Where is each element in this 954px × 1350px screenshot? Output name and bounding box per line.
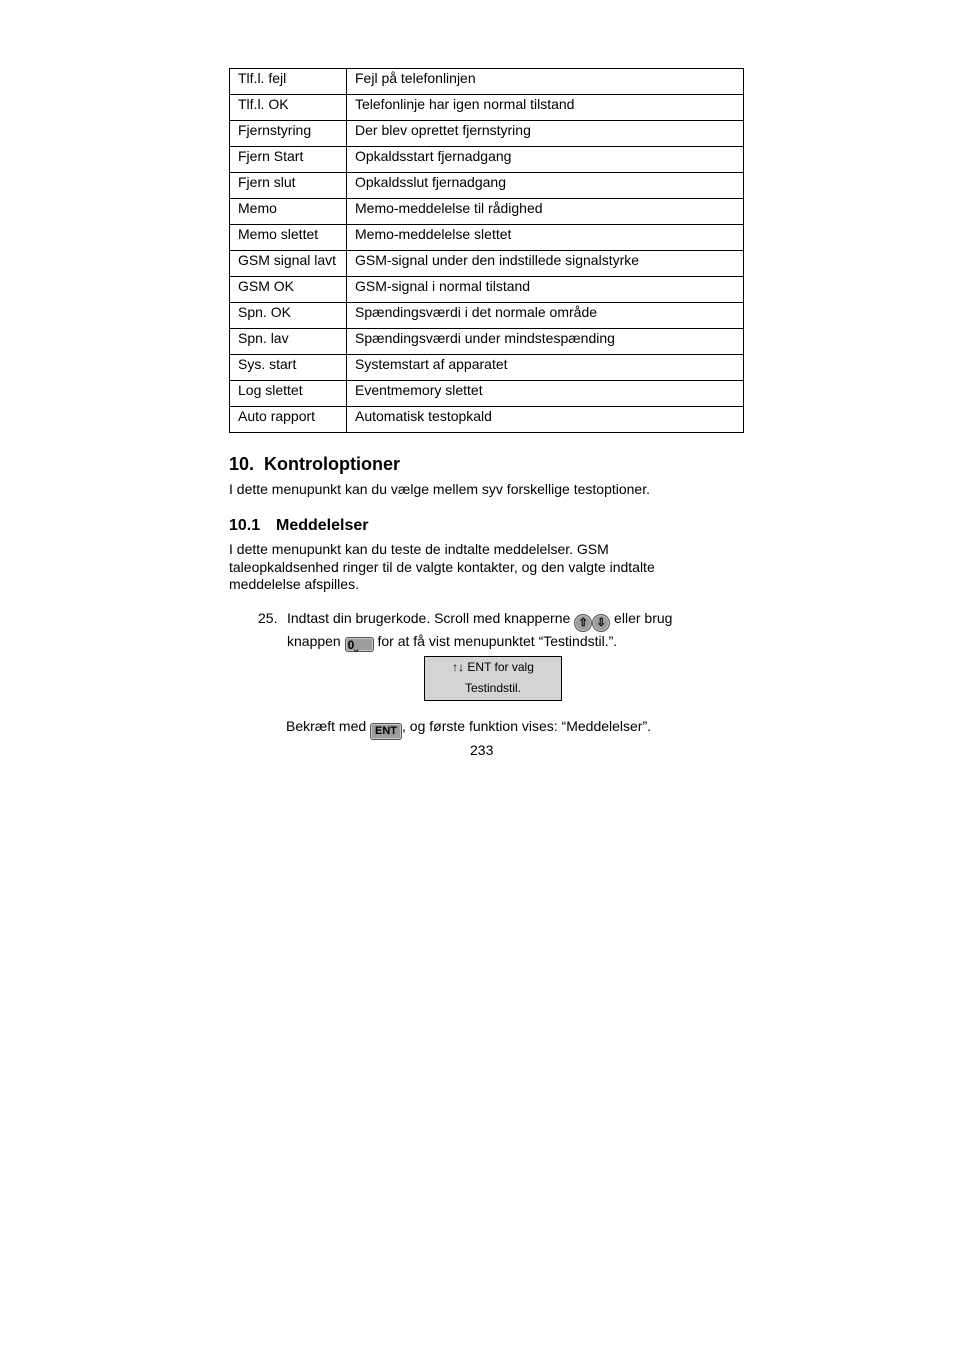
event-name-cell: Fjern Start	[230, 147, 347, 173]
event-name-cell: GSM OK	[230, 277, 347, 303]
event-name-cell: Tlf.l. OK	[230, 95, 347, 121]
event-description-cell: Automatisk testopkald	[347, 407, 744, 433]
event-description-cell: Der blev oprettet fjernstyring	[347, 121, 744, 147]
table-row	[230, 329, 744, 355]
table-row	[230, 95, 744, 121]
event-name-cell: Fjernstyring	[230, 121, 347, 147]
subsection-text-line: I dette menupunkt kan du teste de indtalte meddelelser. GSM	[229, 541, 609, 557]
lcd-display	[424, 656, 562, 701]
event-name-cell: Memo slettet	[230, 225, 347, 251]
subsection-text-line: meddelelse afspilles.	[229, 576, 359, 592]
section-number: 10.	[229, 454, 255, 474]
ent-key-icon: ENT	[370, 723, 402, 740]
lcd-line-1: ↑↓ ENT for valg	[452, 660, 534, 674]
table-row	[230, 303, 744, 329]
step-text-part: eller brug	[610, 610, 673, 626]
event-description-cell: Memo-meddelelse til rådighed	[347, 199, 744, 225]
subsection-heading	[229, 517, 368, 535]
event-description-cell: GSM-signal i normal tilstand	[347, 277, 744, 303]
event-description-cell: Opkaldsslut fjernadgang	[347, 173, 744, 199]
table-row	[230, 69, 744, 95]
zero-key-label: 0	[347, 638, 355, 652]
event-description-cell: GSM-signal under den indstillede signalstyrke	[347, 251, 744, 277]
table-row	[230, 199, 744, 225]
event-description-cell: Spændingsværdi i det normale område	[347, 303, 744, 329]
lcd-line-2: Testindstil.	[464, 681, 522, 695]
table-row	[230, 381, 744, 407]
event-description-cell: Fejl på telefonlinjen	[347, 69, 744, 95]
step-text	[287, 609, 737, 652]
table-row	[230, 277, 744, 303]
event-table	[229, 68, 744, 433]
step-number: 25.	[258, 610, 278, 626]
table-row	[230, 407, 744, 433]
subsection-text	[229, 541, 749, 594]
event-description-cell: Spændingsværdi under mindstespænding	[347, 329, 744, 355]
subsection-number: 10.1	[229, 517, 261, 534]
event-description-cell: Memo-meddelelse slettet	[347, 225, 744, 251]
event-description-cell: Eventmemory slettet	[347, 381, 744, 407]
event-name-cell: Spn. lav	[230, 329, 347, 355]
table-row	[230, 121, 744, 147]
confirm-text	[286, 717, 651, 740]
step-text-part: Indtast din brugerkode. Scroll med knapperne	[287, 610, 575, 626]
table-row	[230, 147, 744, 173]
confirm-text-part: Bekræft med	[286, 718, 371, 734]
event-description-cell: Systemstart af apparatet	[347, 355, 744, 381]
table-row	[230, 225, 744, 251]
event-name-cell: GSM signal lavt	[230, 251, 347, 277]
event-name-cell: Memo	[230, 199, 347, 225]
step-text-part: knappen	[287, 633, 345, 649]
down-arrow-key-icon: ⇩	[592, 614, 610, 632]
subsection-text-line: taleopkaldsenhed ringer til de valgte kontakter, og den valgte indtalte	[229, 558, 655, 575]
page-number: 233	[470, 742, 494, 758]
section-intro: I dette menupunkt kan du vælge mellem syv forskellige testoptioner.	[229, 481, 650, 497]
event-description-cell: Telefonlinje har igen normal tilstand	[347, 95, 744, 121]
section-title: Kontroloptioner	[264, 454, 400, 474]
up-arrow-key-icon: ⇧	[574, 614, 592, 632]
event-name-cell: Auto rapport	[230, 407, 347, 433]
confirm-text-part: , og første funktion vises: “Meddelelser”.	[402, 718, 652, 734]
section-heading	[229, 454, 400, 475]
event-name-cell: Log slettet	[230, 381, 347, 407]
event-name-cell: Fjern slut	[230, 173, 347, 199]
step-text-part: for at få vist menupunktet “Testindstil.”.	[373, 633, 618, 649]
event-name-cell: Tlf.l. fejl	[230, 69, 347, 95]
table-row	[230, 355, 744, 381]
event-name-cell: Sys. start	[230, 355, 347, 381]
subsection-title: Meddelelser	[276, 517, 369, 534]
event-name-cell: Spn. OK	[230, 303, 347, 329]
zero-key-icon	[345, 637, 374, 652]
space-key-label: ⎵	[354, 641, 359, 652]
event-description-cell: Opkaldsstart fjernadgang	[347, 147, 744, 173]
table-row	[230, 173, 744, 199]
table-row	[230, 251, 744, 277]
